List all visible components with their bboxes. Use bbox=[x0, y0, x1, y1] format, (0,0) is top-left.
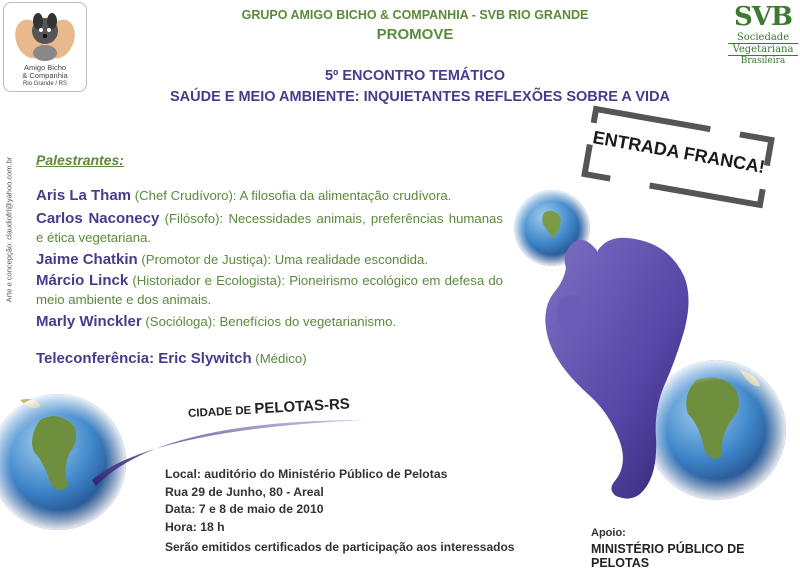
svb-logo bbox=[728, 2, 798, 78]
svb-mark: SVB bbox=[734, 2, 792, 32]
certificates-note: Serão emitidos certificados de participação aos interessados bbox=[165, 540, 515, 554]
globe-large bbox=[646, 360, 786, 500]
speaker-name: Carlos Naconecy bbox=[36, 210, 160, 227]
speaker-name: Aris La Tham bbox=[36, 187, 132, 204]
speaker-topic: A filosofia da alimentação crudívora. bbox=[239, 188, 452, 203]
support-name: MINISTÉRIO PÚBLICO DE PELOTAS bbox=[591, 542, 745, 570]
logo-left-line1: Amigo Bicho bbox=[23, 62, 67, 72]
organizers-title: GRUPO AMIGO BICHO & COMPANHIA - SVB RIO GRANDE bbox=[241, 8, 589, 22]
speaker-role: (Historiador e Ecologista): bbox=[128, 273, 290, 288]
event-location: Local: auditório do Ministério Público de Pelotas bbox=[165, 467, 448, 481]
globe-bottom-left bbox=[0, 394, 126, 530]
speaker-role: (Promotor de Justiça): bbox=[137, 252, 275, 267]
speaker-topic: Necessidades animais, preferências humanas e ética vegetariana. bbox=[36, 211, 503, 245]
svb-line1: Sociedade bbox=[736, 32, 790, 43]
teleconference-line bbox=[36, 350, 307, 367]
event-address: Rua 29 de Junho, 80 - Areal bbox=[165, 484, 324, 499]
teleconference-name: Eric Slywitch bbox=[158, 350, 252, 367]
speaker-role: (Chef Crudívoro): bbox=[131, 188, 240, 203]
amigo-bicho-logo bbox=[3, 2, 87, 92]
event-time: Hora: 18 h bbox=[165, 519, 225, 534]
speaker-item bbox=[36, 250, 503, 269]
teleconference-role: (Médico) bbox=[251, 351, 307, 366]
speaker-name: Jaime Chatkin bbox=[36, 251, 138, 268]
event-info bbox=[165, 466, 447, 536]
city-prefix: CIDADE DE bbox=[187, 404, 255, 420]
artwork-credit: Arte e concepção: claudiofrl@yahoo.com.br bbox=[4, 156, 14, 303]
logo-left-line3: Rio Grande / RS bbox=[22, 81, 68, 88]
teleconference-label: Teleconferência: bbox=[36, 350, 159, 367]
support-label: Apoio: bbox=[591, 527, 626, 539]
dog-cat-hands-icon bbox=[4, 5, 86, 65]
speaker-item bbox=[36, 271, 503, 309]
speaker-topic: Uma realidade escondida. bbox=[274, 252, 428, 267]
speaker-topic: Pioneirismo ecológico em defesa do meio ambiente e dos animais. bbox=[36, 273, 503, 307]
speaker-item bbox=[36, 312, 503, 331]
speaker-item bbox=[36, 186, 503, 205]
theme-title: SAÚDE E MEIO AMBIENTE: INQUIETANTES REFLEXÕES SOBRE A VIDA bbox=[169, 89, 671, 105]
event-date: Data: 7 e 8 de maio de 2010 bbox=[165, 502, 324, 516]
speaker-topic: Benefícios do vegetarianismo. bbox=[219, 314, 397, 329]
speakers-label: Palestrantes: bbox=[36, 152, 124, 168]
speaker-name: Marly Winckler bbox=[36, 313, 142, 330]
city-name: PELOTAS-RS bbox=[253, 395, 351, 418]
speaker-name: Márcio Linck bbox=[36, 272, 129, 289]
speaker-role: (Socióloga): bbox=[141, 314, 220, 329]
logo-left-line2: & Companhia bbox=[22, 71, 68, 81]
svb-line2: Vegetariana bbox=[728, 43, 798, 56]
edition-title: 5º ENCONTRO TEMÁTICO bbox=[324, 68, 506, 84]
free-entry-text: ENTRADA FRANCA! bbox=[591, 127, 767, 178]
speaker-role: (Filósofo): bbox=[159, 211, 229, 226]
svb-line3: Brasileira bbox=[740, 56, 786, 66]
speaker-item bbox=[36, 209, 503, 247]
promotes-label: PROMOVE bbox=[376, 26, 454, 43]
